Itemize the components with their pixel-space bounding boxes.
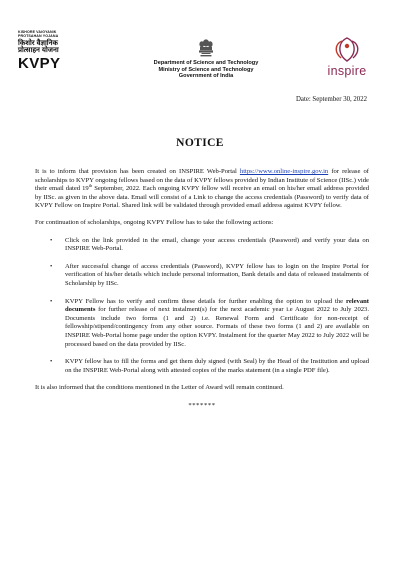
action-text: KVPY Fellow has to verify and confirm these details for further enabling the option to upload the bbox=[65, 297, 347, 305]
list-item bbox=[35, 263, 369, 289]
national-emblem-icon bbox=[197, 38, 215, 60]
list-item bbox=[35, 358, 369, 375]
kvpy-wordmark: KVPY bbox=[18, 54, 61, 72]
department-block bbox=[145, 60, 267, 80]
kvpy-tagline: KISHORE VAIGYANIK PROTSAHAN YOJANA bbox=[18, 30, 59, 39]
intro-text-middle: for release of scholarships to KVPY ongoing fellows based on the data of KVPY fellows provided by Indian Institute of Science (IISc.) vide their email dated 19 bbox=[35, 168, 369, 193]
government-name: Government of India bbox=[178, 73, 234, 80]
list-item bbox=[35, 237, 369, 254]
page-title: NOTICE bbox=[176, 137, 224, 149]
actions-intro: For continuation of scholarships, ongoing KVPY Fellow has to take the following actions: bbox=[35, 218, 274, 226]
kvpy-hindi-name: किशोर वैज्ञानिक प्रोत्साहन योजना bbox=[18, 39, 59, 55]
bullet-icon: • bbox=[50, 297, 53, 305]
action-text-continued: for further release of next instalment(s) for the next academic year i.e August 2022 to July 2023. Documents include two forms (1 and 2) i.e. Renewal Form and Certificate for non-receipt of fellowship/stipend/contingency from any other source. Formats of these two forms (1 and 2) are available on INSPIRE Web-Portal home page under the option KVPY. Instalment for the quarter May 2022 to July 2022 will be processed based on the data provided by IISc. bbox=[65, 306, 369, 348]
action-text: After successful change of access credentials (Password), KVPY fellow has to login on the Inspire Portal for verification of his/her details which include personal information, Bank details and data of released instalments of Scholarship by IISc. bbox=[65, 262, 369, 287]
action-text: KVPY fellow has to fill the forms and get them duly signed (with Seal) by the Head of the Institution and upload on the INSPIRE Web-Portal along with attested copies of the marks statement (in a single PDF file). bbox=[65, 358, 369, 374]
intro-paragraph bbox=[35, 168, 369, 211]
end-marker: ******* bbox=[188, 401, 216, 409]
action-list bbox=[35, 237, 369, 376]
inspire-portal-link[interactable]: https://www.online-inspire.gov.in bbox=[239, 168, 329, 175]
inspire-emblem-icon bbox=[320, 34, 374, 66]
relevant-documents-emphasis: relevant documents bbox=[65, 297, 369, 314]
bullet-icon: • bbox=[50, 262, 53, 270]
notice-body bbox=[35, 168, 369, 410]
action-text: Click on the link provided in the email, change your access credentials (Password) and verify your data on INSPIRE Web-Portal. bbox=[65, 236, 369, 253]
bullet-icon: • bbox=[50, 236, 53, 244]
notice-date: Date: September 30, 2022 bbox=[296, 96, 367, 103]
intro-text-end: September, 2022. Each ongoing KVPY fellow will receive an email on his/her email address provided by IISc. as given in the above data. Email will consist of a Link to change the access credentials (Password) to verify data of KVPY Fellow on Inspire Portal. Shared link will be validated through provided email address against KVPY fellow. bbox=[35, 185, 369, 210]
ministry-name: Ministry of Science and Technology bbox=[158, 66, 254, 73]
bullet-icon: • bbox=[50, 358, 53, 366]
inspire-logo bbox=[320, 34, 374, 78]
date-superscript: th bbox=[88, 183, 93, 188]
list-item bbox=[35, 298, 369, 350]
closing-paragraph: It is also informed that the conditions mentioned in the Letter of Award will remain continued. bbox=[35, 384, 284, 392]
intro-text-start: It is to inform that provision has been created on INSPIRE Web-Portal bbox=[35, 168, 240, 175]
kvpy-logo bbox=[18, 30, 80, 80]
inspire-wordmark: inspire bbox=[327, 64, 367, 78]
department-name: Department of Science and Technology bbox=[153, 60, 259, 66]
